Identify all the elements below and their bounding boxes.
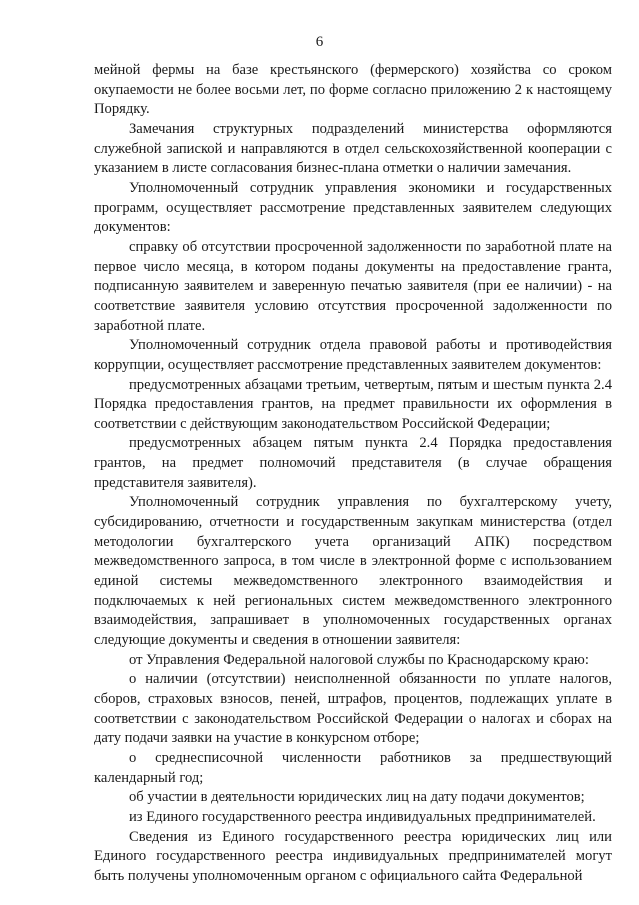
paragraph: Уполномоченный сотрудник управления экономики и государственных программ, осуществляет рассмотрение представленных заявителем следующих документов: (94, 179, 612, 236)
paragraph: о наличии (отсутствии) неисполненной обязанности по уплате налогов, сборов, страховых взносов, пеней, штрафов, процентов, подлежащих уплате в соответствии с законодательством Российской Федерации о налогах и сборах на дату подачи заявки на участие в конкурсном отборе; (94, 671, 612, 747)
paragraph: Замечания структурных подразделений министерства оформляются служебной запиской и направляются в отдел сельскохозяйственной кооперации с указанием в листе согласования бизнес-плана отметки о наличии замечания. (94, 120, 612, 177)
paragraph: о среднесписочной численности работников за предшествующий календарный год; (94, 749, 612, 786)
paragraph: мейной фермы на базе крестьянского (фермерского) хозяйства со сроком окупаемости не более восьми лет, по форме согласно приложению 2 к настоящему Порядку. (94, 62, 612, 118)
paragraph: предусмотренных абзацем пятым пункта 2.4 Порядка предоставления грантов, на предмет полномочий представителя (в случае обращения представителя заявителя). (94, 435, 612, 491)
paragraph: от Управления Федеральной налоговой службы по Краснодарскому краю: (129, 651, 589, 668)
paragraph: предусмотренных абзацами третьим, четвертым, пятым и шестым пункта 2.4 Порядка предоставления грантов, на предмет правильности их оформления в соответствии с действующим законодательством Российской Федерации; (94, 376, 612, 432)
paragraph: об участии в деятельности юридических лиц на дату подачи документов; (129, 789, 585, 806)
document-body (94, 61, 612, 887)
paragraph: Сведения из Единого государственного реестра юридических лиц или Единого государственного реестра индивидуальных предпринимателей могут быть получены уполномоченным органом с официального сайта Федеральной (94, 828, 612, 884)
paragraph: Уполномоченный сотрудник отдела правовой работы и противодействия коррупции, осуществляет рассмотрение представленных заявителем документов: (94, 337, 612, 373)
page-number: 6 (315, 34, 324, 50)
paragraph: из Единого государственного реестра индивидуальных предпринимателей. (129, 808, 596, 825)
paragraph: справку об отсутствии просроченной задолженности по заработной плате на первое число месяца, в котором поданы документы на предоставление гранта, подписанную заявителем и заверенную печатью заявителя (при ее наличии) - на соответствие заявителя условию отсутствия просроченной задолженности по заработной плате. (94, 238, 612, 334)
paragraph: Уполномоченный сотрудник управления по бухгалтерскому учету, субсидированию, отчетности и государственным закупкам министерства (отдел методологии бухгалтерского учета организаций АПК) посредством межведомственного запроса, в том числе в электронной форме с использованием единой системы межведомственного электронного взаимодействия и подключаемых к ней региональных систем межведомственного электронного взаимодействия, запрашивает в уполномоченных государственных органах следующие документы и сведения в отношении заявителя: (94, 494, 612, 649)
